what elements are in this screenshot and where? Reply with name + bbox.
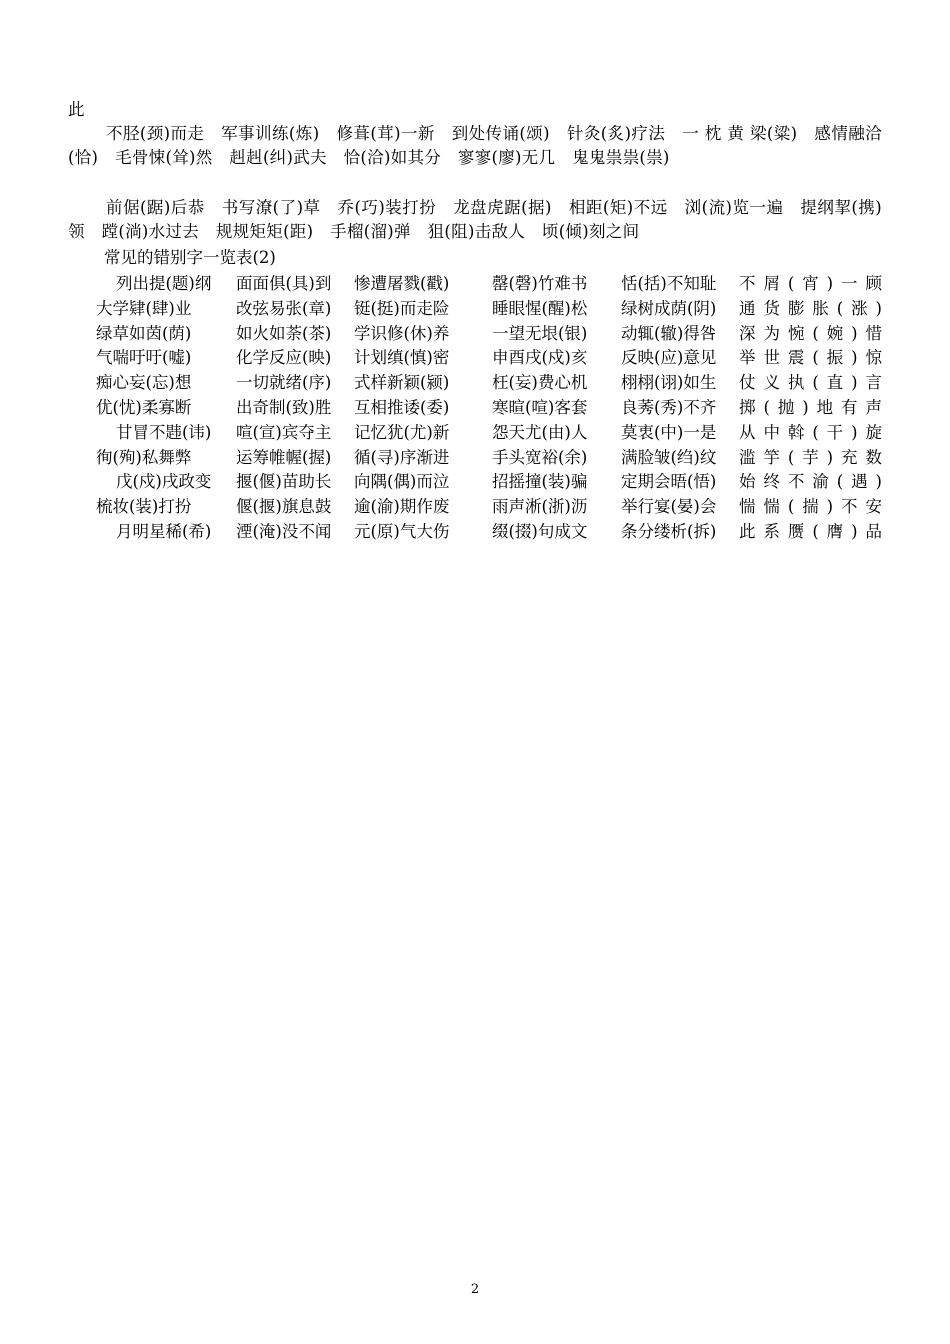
table-cell: 惨遭屠戮(戳) [354,274,450,293]
table-cell: 深为惋(婉)惜 [739,323,882,343]
table-row [96,297,886,322]
table-row [96,322,886,347]
table-cell: 优(忧)柔寡断 [96,397,192,417]
table-cell: 满脸皱(绉)纹 [621,447,717,467]
table-cell: 绿草如茵(荫) [96,323,192,343]
table-cell: 惴惴(揣)不安 [739,497,882,517]
table-cell: 恬(括)不知耻 [621,274,717,293]
table-cell: 学识修(休)养 [354,323,450,343]
table-cell: 甘冒不韪(讳) [116,422,212,442]
table-cell: 记忆犹(尤)新 [354,422,450,442]
table-cell: 从中斡(干)旋 [739,422,882,442]
table-cell: 互相推诿(委) [354,397,450,417]
table-cell: 招摇撞(装)骗 [492,472,588,492]
table-cell: 通货膨胀(涨) [739,298,882,318]
table-cell: 元(原)气大伤 [354,521,450,541]
table-cell: 大学肄(肆)业 [96,298,192,318]
table-row [96,396,886,421]
table-cell: 月明星稀(希) [116,521,212,541]
table-cell: 定期会晤(悟) [621,472,717,492]
table-cell: 湮(淹)没不闻 [236,521,332,541]
table-row [96,346,886,371]
table-row [96,470,886,495]
table-cell: 罄(磬)竹难书 [492,274,588,293]
table-cell: 痴心妄(忘)想 [96,373,192,393]
table-cell: 栩栩(诩)如生 [621,373,717,393]
table-cell: 怨天尤(由)人 [492,422,588,442]
table-cell: 逾(渝)期作废 [354,497,450,517]
table-cell: 手头宽裕(余) [492,447,588,467]
table-cell: 寒暄(喧)客套 [492,397,588,417]
table-cell: 计划缜(慎)密 [354,348,450,368]
table-cell: 良莠(秀)不齐 [621,397,717,417]
table-cell: 式样新颖(颍) [354,373,450,393]
table-cell: 举行宴(晏)会 [621,497,717,517]
table-cell: 缀(掇)句成文 [492,521,588,541]
table-heading: 常见的错别字一览表(2) [104,248,276,267]
table-cell: 绿树成荫(阴) [621,298,717,318]
table-cell: 反映(应)意见 [621,348,717,368]
table-cell: 揠(偃)苗助长 [236,472,332,492]
table-cell: 出奇制(致)胜 [236,397,332,417]
typo-table [96,272,886,545]
paragraph-1: 不胫(颈)而走 军事训练(炼) 修葺(茸)一新 到处传诵(颂) 针灸(炙)疗法 一 枕 黄 梁(粱) 感情融洽(恰) 毛骨悚(耸)然 赳赳(纠)武夫 恰(洽)如其分 寥寥(廖)无几 鬼鬼祟祟(祟) [68,124,882,167]
table-cell: 睡眼惺(醒)松 [492,298,588,318]
table-cell: 运筹帷幄(握) [236,447,332,467]
lead-text: 此 [68,100,85,119]
table-row [96,446,886,471]
table-cell: 徇(殉)私舞弊 [96,447,192,467]
table-cell: 一切就绪(序) [236,373,332,393]
table-cell: 向隅(偶)而泣 [354,472,450,492]
table-cell: 如火如荼(茶) [236,323,332,343]
table-cell: 举世震(振)惊 [739,348,882,368]
table-cell: 仗义执(直)言 [739,373,882,393]
table-cell: 雨声淅(浙)沥 [492,497,588,517]
table-cell: 喧(宣)宾夺主 [236,422,332,442]
table-cell: 不屑(宵)一顾 [739,274,882,293]
table-row [96,272,886,297]
table-row [96,421,886,446]
table-cell: 条分缕析(拆) [621,521,717,541]
table-cell: 戊(戍)戌政变 [116,472,212,492]
table-cell: 动辄(辙)得咎 [621,323,717,343]
table-cell: 列出提(题)纲 [116,274,212,293]
paragraph-2: 前倨(踞)后恭 书写潦(了)草 乔(巧)装打扮 龙盘虎踞(据) 相距(矩)不远 浏(流)览一遍 提纲挈(携)领 蹚(淌)水过去 规规矩矩(距) 手榴(溜)弹 狙(阻)击敌人 顷(倾)刻之间 [68,198,882,241]
table-cell: 改弦易张(章) [236,298,332,318]
table-cell: 枉(妄)费心机 [492,373,588,393]
table-cell: 此系赝(膺)品 [739,521,882,541]
table-cell: 莫衷(中)一是 [621,422,717,442]
table-cell: 偃(揠)旗息鼓 [236,497,332,517]
table-cell: 掷(抛)地有声 [739,397,882,417]
table-cell: 一望无垠(银) [492,323,588,343]
table-cell: 面面俱(具)到 [236,274,332,293]
table-row [96,520,886,545]
table-row [96,371,886,396]
table-cell: 气喘吁吁(嘘) [96,348,192,368]
table-cell: 申酉戌(戍)亥 [492,348,588,368]
table-cell: 铤(挺)而走险 [354,298,450,318]
table-cell: 循(寻)序渐进 [354,447,450,467]
page-number: 2 [470,1282,480,1297]
table-cell: 化学反应(映) [236,348,332,368]
table-row [96,495,886,520]
table-cell: 始终不渝(遇) [739,472,882,492]
table-cell: 梳妆(装)打扮 [96,497,192,517]
table-cell: 滥竽(芋)充数 [739,447,882,467]
